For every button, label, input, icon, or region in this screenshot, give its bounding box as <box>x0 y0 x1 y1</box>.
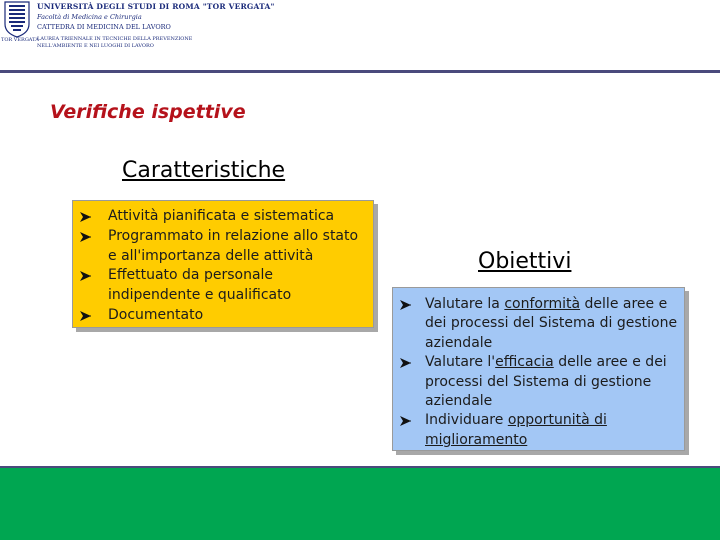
list-item <box>425 353 680 411</box>
characteristics-list <box>73 201 373 326</box>
caratteristiche-heading: Caratteristiche <box>122 158 286 183</box>
list-item-text: Programmato in relazione allo stato e all'importanza delle attività <box>108 227 359 264</box>
objectives-box <box>392 287 685 451</box>
obiettivi-heading: Obiettivi <box>478 249 572 274</box>
list-item <box>108 207 367 227</box>
header <box>0 0 720 74</box>
university-heading <box>37 2 275 50</box>
item-text-post: delle aree e dei processi del Sistema di gestione aziendale <box>425 296 678 351</box>
objectives-list <box>393 288 684 450</box>
arrow-bullet-icon <box>399 414 413 428</box>
arrow-bullet-icon <box>399 356 413 370</box>
list-item-text: Effettuato da personale indipendente e qualificato <box>108 267 292 304</box>
list-item <box>425 295 680 353</box>
item-text-keyword: conformità <box>504 296 581 312</box>
department-name: CATTEDRA DI MEDICINA DEL LAVORO <box>37 23 171 31</box>
arrow-bullet-icon <box>399 298 413 312</box>
list-item <box>425 411 680 450</box>
degree-line-2: NELL'AMBIENTE E NEI LUOGHI DI LAVORO <box>37 43 154 49</box>
characteristics-box <box>72 200 374 328</box>
item-text-pre: Valutare la <box>425 296 505 312</box>
header-divider <box>0 70 720 73</box>
list-item <box>108 266 367 306</box>
footer-band <box>0 468 720 540</box>
list-item-text: Documentato <box>108 306 204 323</box>
faculty-name: Facoltà di Medicina e Chirurgia <box>37 13 142 21</box>
item-text-keyword: efficacia <box>495 354 554 371</box>
university-crest-icon <box>2 0 32 38</box>
item-text-pre: Valutare l' <box>425 354 496 371</box>
arrow-bullet-icon <box>79 309 93 323</box>
arrow-bullet-icon <box>79 210 93 224</box>
slide-title: Verifiche ispettive <box>50 101 246 123</box>
list-item-text: Attività pianificata e sistematica <box>108 208 335 224</box>
list-item <box>108 227 367 267</box>
crest-caption: TOR VERGATA <box>1 37 39 43</box>
university-name: UNIVERSITÀ DEGLI STUDI DI ROMA "TOR VERGATA" <box>37 2 275 11</box>
item-text-post: delle aree e dei processi del Sistema di gestione aziendale <box>425 354 667 410</box>
item-text-keyword: opportunità di miglioramento <box>425 412 607 448</box>
arrow-bullet-icon <box>79 230 93 244</box>
list-item <box>108 306 367 326</box>
item-text-pre: Individuare <box>425 412 508 429</box>
degree-line-1: LAUREA TRIENNALE IN TECNICHE DELLA PREVENZIONE <box>37 36 193 42</box>
arrow-bullet-icon <box>79 269 93 283</box>
